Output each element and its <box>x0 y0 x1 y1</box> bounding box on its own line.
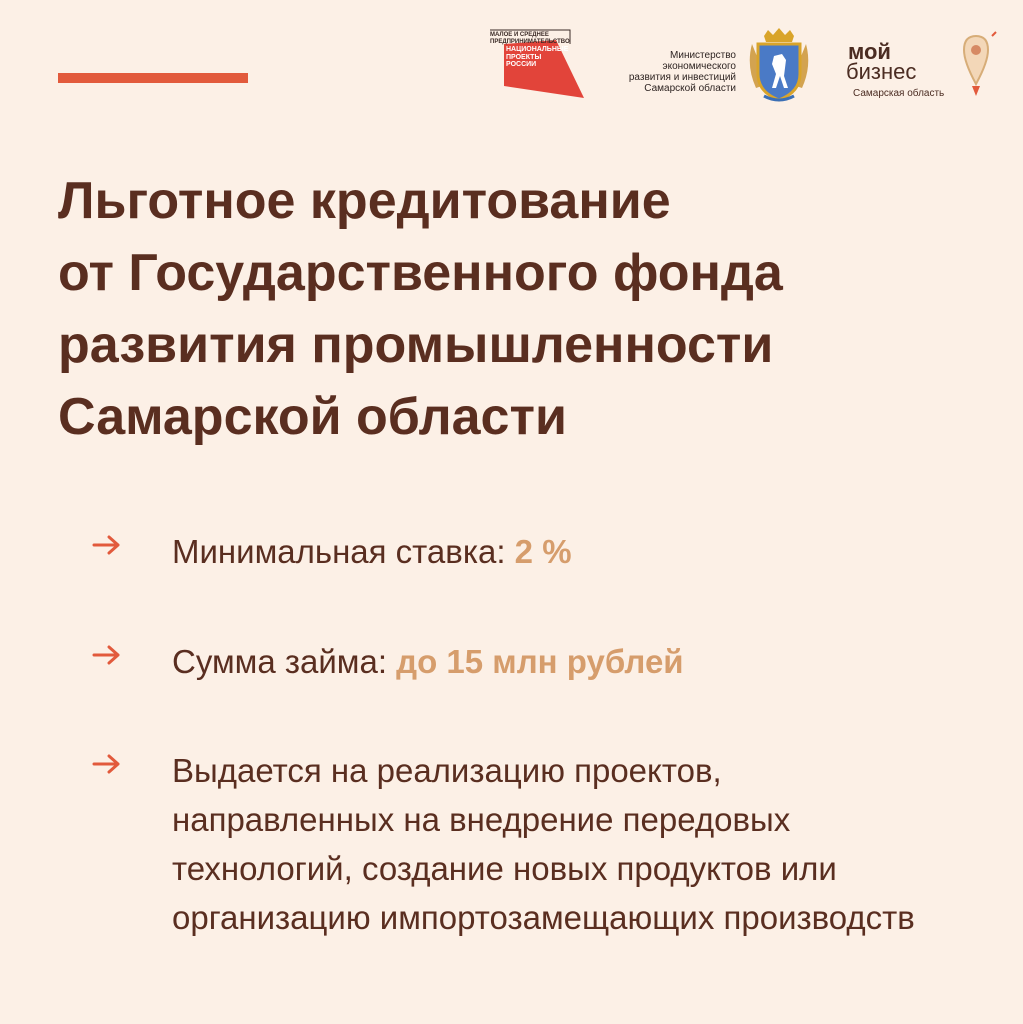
list-item-text <box>172 637 684 686</box>
purpose-line-4: организацию импортозамещающих производств <box>172 899 915 936</box>
title-line-1: Льготное кредитование <box>58 172 671 230</box>
rate-label: Минимальная ставка: <box>172 533 515 570</box>
title-line-2: от Государственного фонда <box>58 244 783 302</box>
moi-biznes-logo <box>846 39 917 84</box>
purpose-line-3: технологий, создание новых продуктов или <box>172 850 837 887</box>
rate-value: 2 % <box>514 533 572 570</box>
purpose-line-2: направленных на внедрение передовых <box>172 801 791 838</box>
list-item-text <box>172 527 572 576</box>
np-big-line-1: НАЦИОНАЛЬНЫЕ <box>506 46 569 53</box>
moi-biznes-subtitle: Самарская область <box>853 88 945 99</box>
title-line-3: развития промышленности <box>58 316 774 374</box>
ministry-line-3: развития и инвестиций <box>628 72 736 83</box>
national-projects-logo <box>486 28 586 102</box>
moi-biznes-title-2: бизнес <box>846 59 917 84</box>
moi-biznes-title-1: мой <box>848 39 891 64</box>
coat-of-arms-icon <box>744 26 814 106</box>
title-line-4: Самарской области <box>58 388 567 446</box>
arrow-right-icon <box>92 645 122 665</box>
amount-value: до 15 млн рублей <box>396 643 684 680</box>
arrow-right-icon <box>92 535 122 555</box>
ministry-line-2: экономического <box>662 61 736 72</box>
page-title <box>58 165 988 453</box>
accent-bar <box>58 73 248 83</box>
np-big-line-3: РОССИИ <box>506 61 537 68</box>
ministry-name <box>620 50 736 94</box>
amount-label: Сумма займа: <box>172 643 397 680</box>
arrow-right-icon <box>92 754 122 774</box>
ministry-line-4: Самарской области <box>644 83 736 94</box>
purpose-line-1: Выдается на реализацию проектов, <box>172 752 722 789</box>
np-big-line-2: ПРОЕКТЫ <box>506 53 542 61</box>
location-pin-icon <box>956 30 1000 102</box>
np-small-line-1: МАЛОЕ И СРЕДНЕЕ <box>490 32 549 38</box>
ministry-line-1: Министерство <box>670 50 736 61</box>
list-item-text <box>172 746 915 942</box>
np-small-line-2: ПРЕДПРИНИМАТЕЛЬСТВО <box>490 38 570 45</box>
